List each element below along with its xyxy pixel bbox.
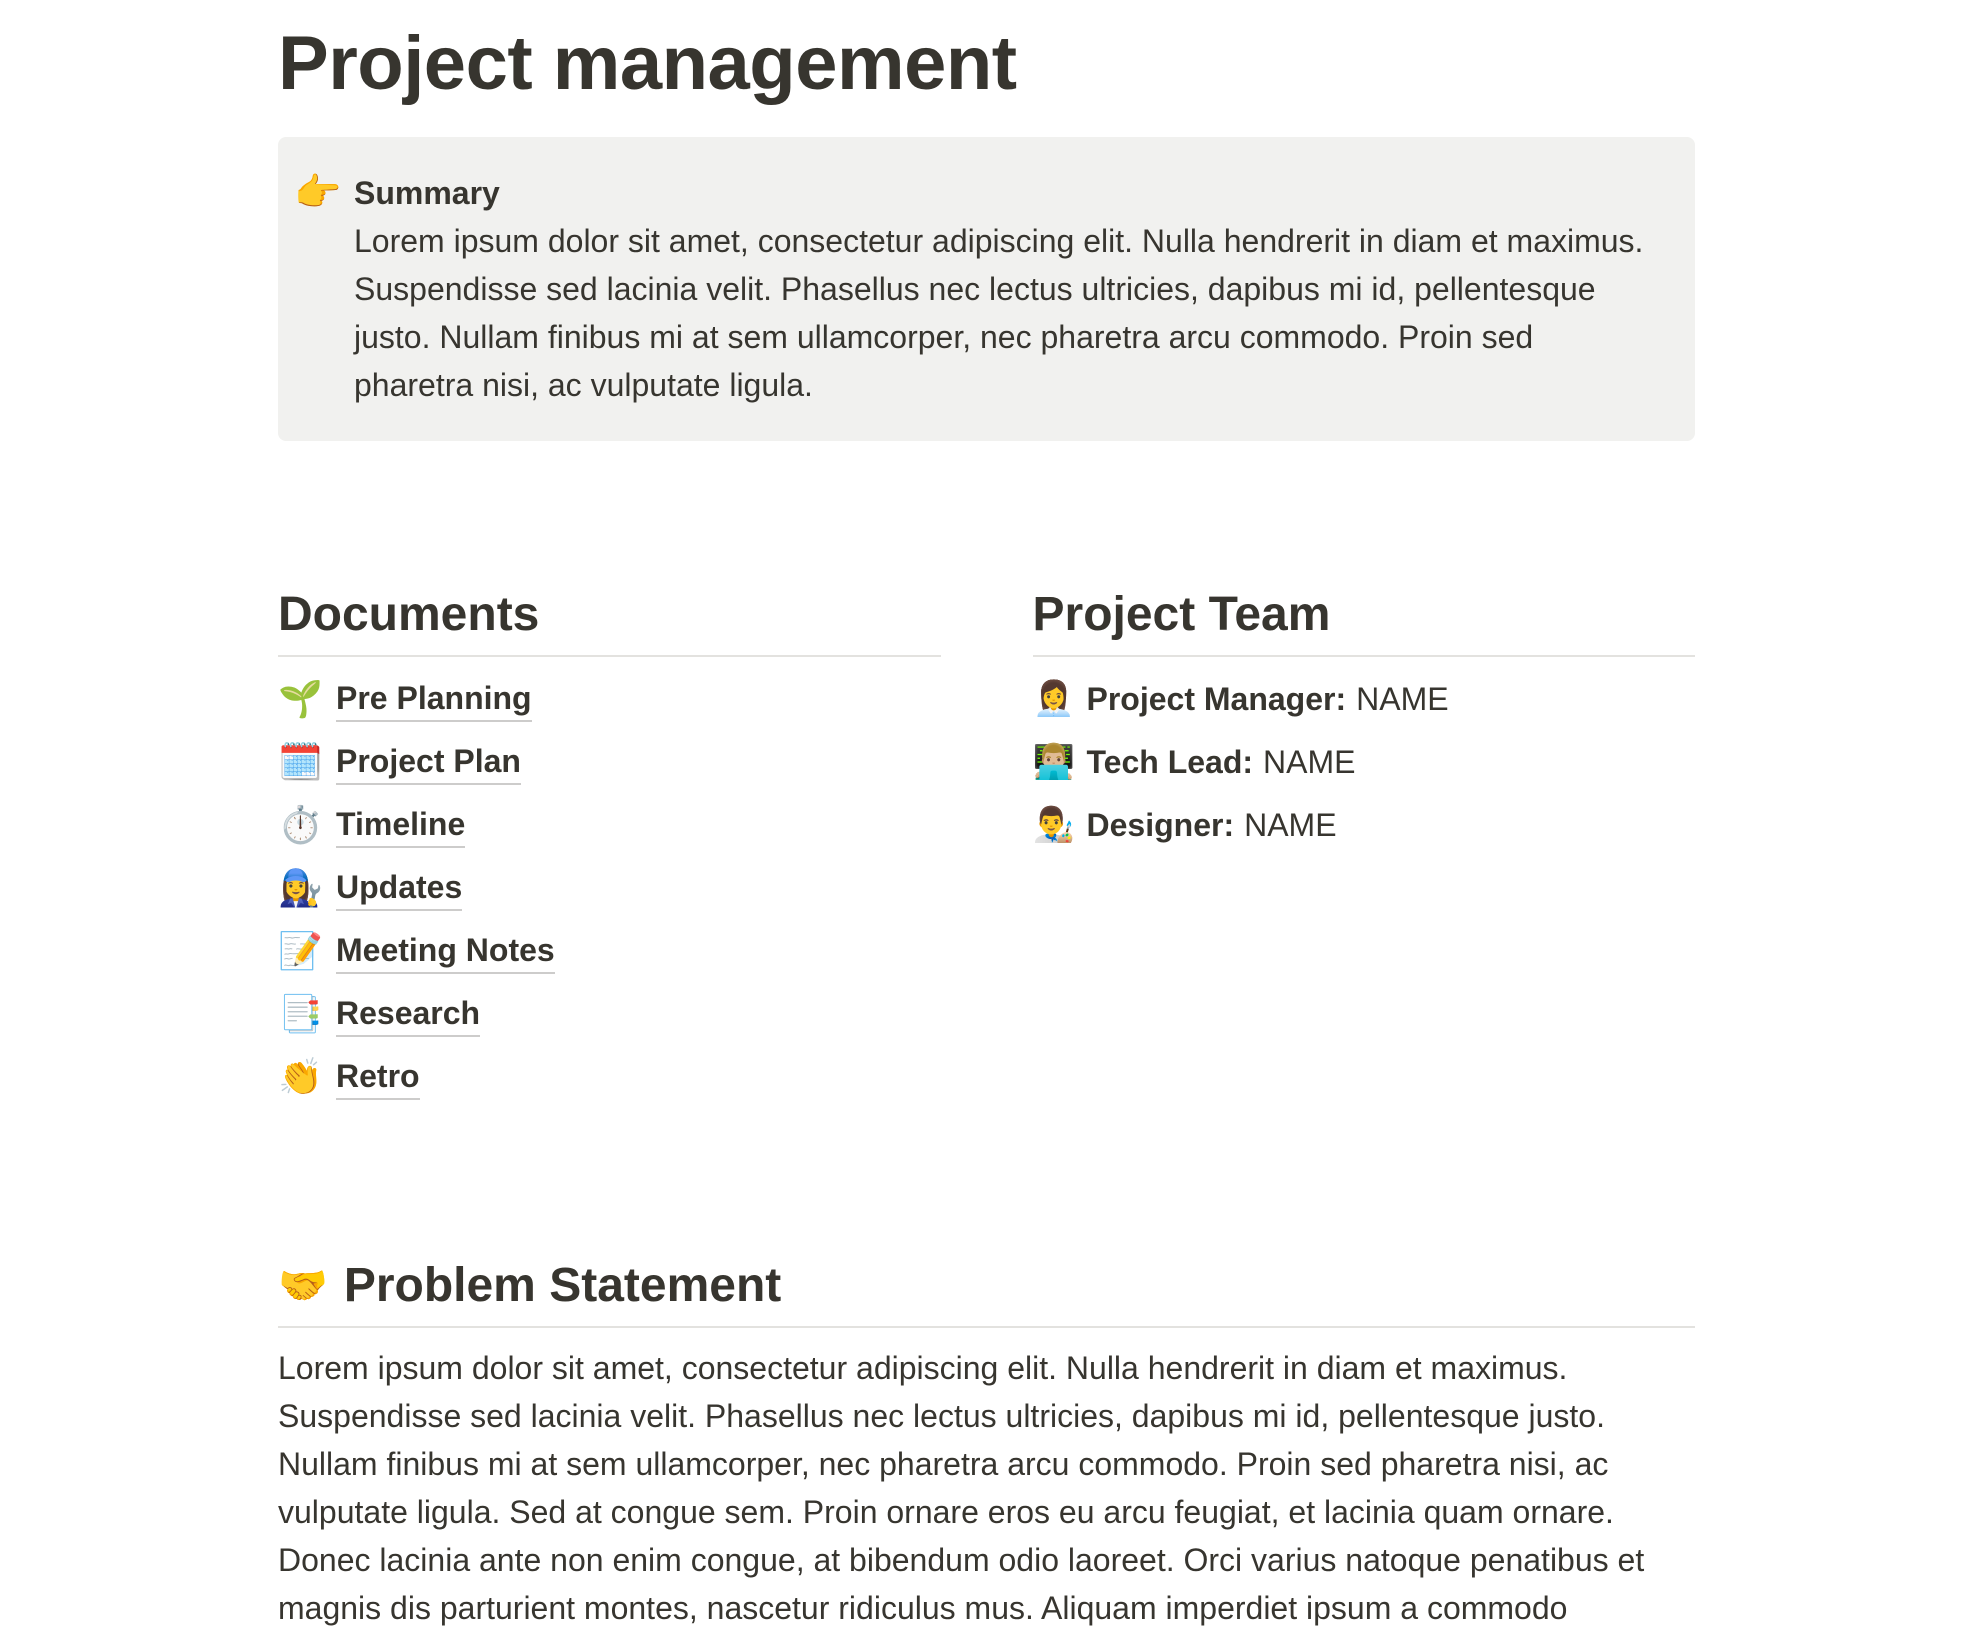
- summary-callout-body: Lorem ipsum dolor sit amet, consectetur adipiscing elit. Nulla hendrerit in diam et maximus. Suspendisse sed lacinia velit. Phasellus nec lectus ultricies, dapibus mi id, pellentesque justo. Nullam finibus mi at sem ullamcorper, nec pharetra arcu commodo. Proin sed pharetra nisi, ac vulputate ligula.: [354, 223, 1644, 403]
- team-member-name: NAME: [1263, 744, 1356, 780]
- document-link-label: Updates: [336, 866, 462, 911]
- document-link-pre-planning[interactable]: [278, 675, 941, 723]
- document-link-label: Meeting Notes: [336, 929, 555, 974]
- team-list: [1033, 675, 1696, 849]
- document-link-label: Research: [336, 992, 480, 1037]
- problem-statement-heading: [278, 1255, 1695, 1317]
- spiral-calendar-icon: 🗓️: [278, 741, 323, 782]
- documents-heading-divider: [278, 655, 941, 657]
- project-team-heading: Project Team: [1032, 588, 1331, 641]
- document-link-label: Retro: [336, 1055, 420, 1100]
- clapping-hands-icon: 👏: [278, 1056, 323, 1097]
- project-team-column: [1033, 584, 1696, 1116]
- seedling-icon: 🌱: [278, 678, 323, 719]
- documents-list: [278, 675, 941, 1101]
- team-member-role: Tech Lead:: [1086, 744, 1254, 780]
- document-link-updates[interactable]: [278, 864, 941, 912]
- problem-statement-heading-label: Problem Statement: [343, 1259, 782, 1312]
- summary-callout: [278, 137, 1695, 441]
- team-member-name: NAME: [1244, 807, 1337, 843]
- documents-heading: Documents: [278, 588, 540, 641]
- pointing-right-icon: 👉: [294, 172, 342, 214]
- two-column-layout: [278, 584, 1695, 1116]
- team-member-role: Designer:: [1086, 807, 1235, 843]
- summary-callout-title: Summary: [354, 175, 500, 211]
- team-member-tech-lead: [1033, 738, 1696, 786]
- document-link-meeting-notes[interactable]: [278, 927, 941, 975]
- bookmark-tabs-icon: 📑: [278, 993, 323, 1034]
- team-member-designer: [1033, 801, 1696, 849]
- woman-office-worker-icon: 👩‍💼: [1032, 680, 1075, 718]
- summary-callout-content: [354, 169, 1659, 409]
- problem-statement-section: [278, 1255, 1695, 1632]
- woman-mechanic-icon: 👩‍🔧: [278, 867, 323, 908]
- page-title: Project management: [278, 21, 1017, 106]
- problem-statement-body: Lorem ipsum dolor sit amet, consectetur adipiscing elit. Nulla hendrerit in diam et maximus. Suspendisse sed lacinia velit. Phasellus nec lectus ultricies, dapibus mi id, pellentesque justo. Nullam finibus mi at sem ullamcorper, nec pharetra arcu commodo. Proin sed pharetra nisi, ac vulputate ligula. Sed at congue sem. Proin ornare eros eu arcu feugiat, et lacinia quam ornare. Donec lacinia ante non enim congue, at bibendum odio laoreet. Orci varius natoque penatibus et magnis dis parturient montes, nascetur ridiculus mus. Aliquam imperdiet ipsum a commodo: [278, 1350, 1645, 1626]
- team-member-project-manager: [1033, 675, 1696, 723]
- document-link-timeline[interactable]: [278, 801, 941, 849]
- man-technologist-icon: 👨🏼‍💻: [1032, 743, 1075, 781]
- document-link-label: Project Plan: [336, 740, 521, 785]
- documents-column: [278, 584, 941, 1116]
- man-artist-icon: 👨‍🎨: [1032, 806, 1075, 844]
- stopwatch-icon: ⏱️: [278, 804, 323, 845]
- handshake-icon: 🤝: [278, 1264, 328, 1308]
- document-link-label: Pre Planning: [336, 677, 532, 722]
- team-member-name: NAME: [1356, 681, 1449, 717]
- team-member-role: Project Manager:: [1086, 681, 1347, 717]
- document-link-retro[interactable]: [278, 1053, 941, 1101]
- document-link-label: Timeline: [336, 803, 465, 848]
- document-link-research[interactable]: [278, 990, 941, 1038]
- document-link-project-plan[interactable]: [278, 738, 941, 786]
- project-team-heading-divider: [1033, 655, 1696, 657]
- problem-statement-divider: [278, 1326, 1695, 1328]
- memo-icon: 📝: [278, 930, 323, 971]
